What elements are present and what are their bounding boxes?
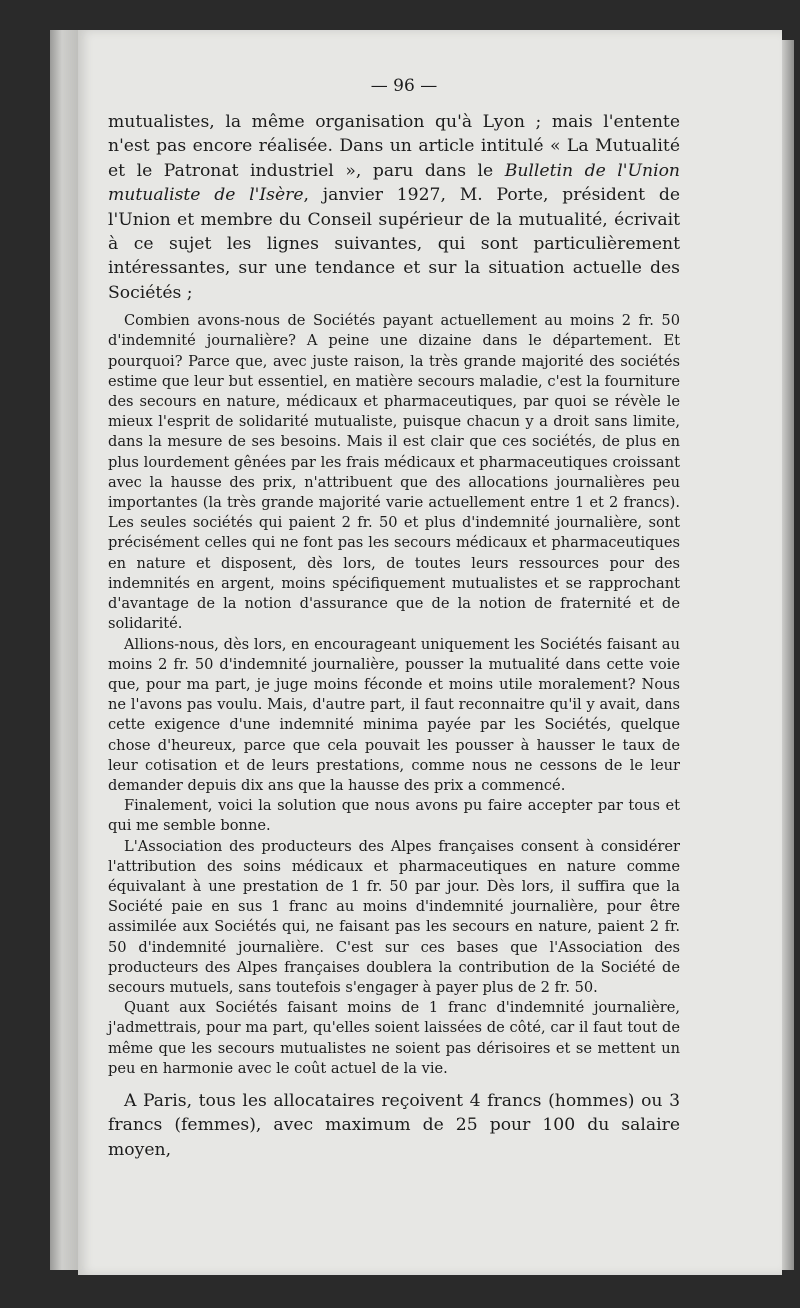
quotation-block: [108, 311, 680, 1079]
quote-paragraph: Quant aux Sociétés faisant moins de 1 franc d'indemnité journalière, j'admettrais, pour ma part, qu'elles soient laissées de côté, car il faut tout de même que les secours mutualistes ne soient pas dérisoires et se mettent un peu en harmonie avec le coût actuel de la vie.: [108, 999, 680, 1077]
quote-paragraph: L'Association des producteurs des Alpes françaises consent à considérer l'attribution des soins médicaux et pharmaceutiques en nature comme équivalant à une prestation de 1 fr. 50 par jour. Dès lors, il suffira que la Société paie en sus 1 franc au moins d'indemnité journalière, pour être assimilée aux Sociétés qui, ne faisant pas les secours en nature, paient 2 fr. 50 d'indemnité journalière. C'est sur ces bases que l'Association des producteurs des Alpes françaises doublera la contribution de la Société de secours mutuels, sans toutefois s'engager à payer plus de 2 fr. 50.: [108, 837, 680, 996]
closing-paragraph: A Paris, tous les allocataires reçoivent 4 francs (hommes) ou 3 francs (femmes), avec maximum de 25 pour 100 du salaire moyen,: [108, 1090, 680, 1160]
quote-paragraph: Allions-nous, dès lors, en encourageant uniquement les Sociétés faisant au moins 2 fr. 50 d'indemnité journalière, pousser la mutualité dans cette voie que, pour ma part, je juge moins féconde et moins utile moralement? Nous ne l'avons pas voulu. Mais, d'autre part, il faut reconnaitre qu'il y avait, dans cette exigence d'une indemnité minima payée par les Sociétés, quelque chose d'heureux, parce que cela pouvait les pousser à hausser le taux de leur cotisation et de leurs prestations, comme nous ne cessons de le leur demander depuis dix ans que la hausse des prix a commencé.: [108, 635, 680, 794]
journal-title: Bulletin de l'Union mutualiste de l'Isère: [108, 160, 680, 206]
intro-paragraph: [108, 110, 680, 305]
text-column: [108, 76, 680, 1162]
page-number: — 96 —: [370, 76, 438, 96]
closing-section: [108, 1089, 680, 1162]
intro-text-2: , janvier 1927, M. Porte, président de l'Union et membre du Conseil supérieur de la mutualité, écrivait à ce sujet les lignes suivantes, qui sont particulièrement intéressantes, sur une tendance et sur la situation actuelle des Sociétés ;: [108, 185, 680, 303]
intro-text-1: mutualistes, la même organisation qu'à Lyon ; mais l'entente n'est pas encore réalisée. Dans un article intitulé « La Mutualité et le Patronat industriel », paru dans le: [108, 112, 680, 181]
page-edge: [780, 40, 794, 1270]
quote-paragraph: Finalement, voici la solution que nous avons pu faire accepter par tous et qui me semble bonne.: [108, 797, 680, 835]
book-binding: [50, 30, 80, 1270]
quote-paragraph: Combien avons-nous de Sociétés payant actuellement au moins 2 fr. 50 d'indemnité journalière? A peine une dizaine dans le département. Et pourquoi? Parce que, avec juste raison, la très grande majorité des sociétés estime que leur but essentiel, en matière secours maladie, c'est la fourniture des secours en nature, médicaux et pharmaceutiques, par quoi se révèle le mieux l'esprit de solidarité mutualiste, puisque chacun y a droit sans limite, dans la mesure de ses besoins. Mais il est clair que ces sociétés, de plus en plus lourdement gênées par les frais médicaux et pharmaceutiques croissant avec la hausse des prix, n'attribuent que des allocations journalières peu importantes (la très grande majorité varie actuellement entre 1 et 2 francs). Les seules sociétés qui paient 2 fr. 50 et plus d'indemnité journalière, sont précisément celles qui ne font pas les secours médicaux et pharmaceutiques en nature et disposent, dès lors, de toutes leurs ressources pour des indemnités en argent, moins spécifiquement mutualistes et se rapprochant d'avantage de la notion d'assurance que de la notion de fraternité et de solidarité.: [108, 312, 680, 633]
